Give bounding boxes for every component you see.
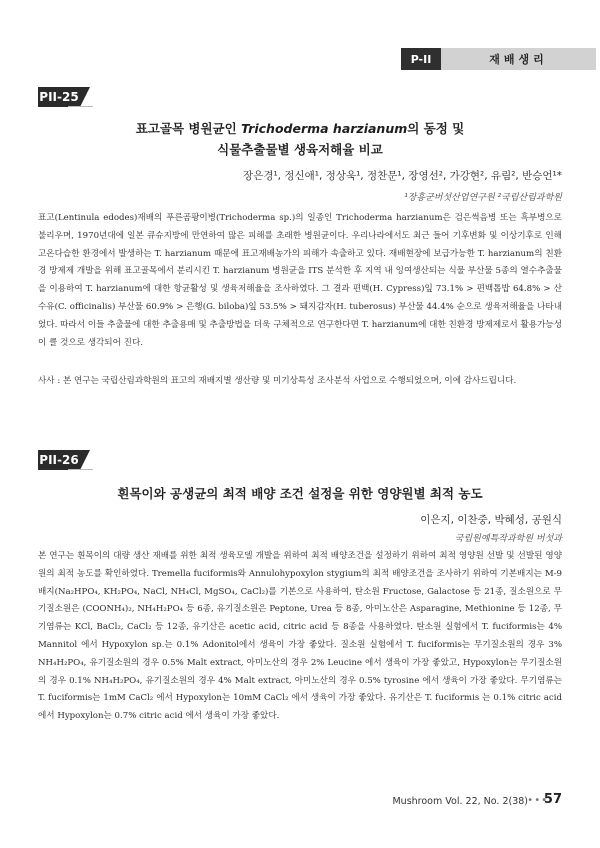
section-header-tab <box>401 48 596 70</box>
abstract-paragraph: 표고(Lentinula edodes)재배의 푸른곰팡이병(Trichoderma sp.)의 일종인 Trichoderma harzianum은 검은썩음병 또는 흑부병으로 불리우며, 1970년대에 일본 큐슈지방에 만연하여 많은 피해를 초래한 병원균이다. 우리나라에서도 최근 들어 기후변화 및 이상기후로 인해 고온다습한 환경에서 발생하는 T. harzianum 때문에 표고재배농가의 피해가 속출하고 있다. 재배현장에 보급가능한 T. harzianum의 친환경 방제제 개발을 위해 표고골목에서 분리시킨 T. harzianum 병원균을 ITS 분석한 후 지역 내 잉여생산되는 식물 부산물 5종의 열수추출물을 이용하여 T. harzianum에 대한 항균활성 및 생육저해율을 조사하였다. 그 결과 편백(H. Cypress)잎 73.1% > 편백톱밥 64.8% > 산수유(C. officinalis) 부산물 60.9% > 은행(G. biloba)잎 53.5% > 돼지감자(H. tuberosus) 부산물 44.4% 순으로 생육저해율을 나타내었다. 따라서 이들 추출물에 대한 추출용매 및 추출방법을 더욱 구체적으로 연구한다면 T. harzianum에 대한 친환경 방제제로서 활용가능성이 클 것으로 생각되어 진다. <box>38 213 562 348</box>
page-number: 57 <box>543 792 562 807</box>
affiliation: 국립원예특작과학원 버섯과 <box>454 534 562 544</box>
article-title: 흰목이와 공생균의 최적 배양 조건 설정을 위한 영양원별 최적 농도 <box>117 486 483 501</box>
title-text: 식물추출물별 생육저해율 비교 <box>217 142 383 157</box>
article-badge-label: PII-26 <box>38 450 80 470</box>
article-badge <box>38 450 98 470</box>
abstract-paragraph: 본 연구는 흰목이의 대량 생산 재배를 위한 최적 생육모델 개발을 위하여 최적 배양조건을 설정하기 위하여 최적 영양원 선발 및 선발된 영양원의 최적 농도를 확인하였다. Tremella fuciformis와 Annulohypoxylon stygium의 최적 배양조건을 조사하기 위하여 기본배지는 M-9배지(Na₂HPO₄, KH₂PO₄, NaCl, NH₄Cl, MgSO₄, CaCl₂)를 기본으로 사용하여, 탄소원 Fructose, Galactose 등 21종, 질소원으로 무기질소원은 (COONH₄)₂, NH₄H₂PO₄ 등 6종, 유기질소원은 Peptone, Urea 등 8종, 아미노산은 Asparagine, Methionine 등 12종, 무기염류는 KCl, BaCl₂, CaCl₂ 등 12종, 유기산은 acetic acid, citric acid 등 8종을 사용하였다. 탄소원 실험에서 T. fuciformis는 4% Mannitol 에서 Hypoxylon sp.는 0.1% Adonitol에서 생육이 가장 좋았다. 질소원 실험에서 T. fuciformis는 무기질소원의 경우 3% NH₄H₂PO₄, 유기질소원의 경우 0.5% Malt extract, 아미노산의 경우 2% Leucine 에서 생육이 가장 좋았고, Hypoxylon는 무기질소원의 경우 0.1% NH₄H₂PO₄, 유기질소원의 경우 4% Malt extract, 아미노산의 경우 0.5% tyrosine 에서 생육이 가장 좋았다. 무기염류는 T. fuciformis는 1mM CaCl₂ 에서 Hypoxylon는 10mM CaCl₂ 에서 생육이 가장 좋았다. 유기산은 T. fuciformis 는 0.1% citric acid 에서 Hypoxylon는 0.7% citric acid 에서 생육이 가장 좋았다. <box>38 551 562 722</box>
affiliation: ¹장흥군버섯산업연구원 ²국립산림과학원 <box>404 193 562 203</box>
section-name: 재배생리 <box>441 48 596 70</box>
article-badge-label: PII-25 <box>38 87 80 107</box>
title-text: 의 동정 및 <box>407 121 465 136</box>
acknowledgement: 사사 : 본 연구는 국립산림과학원의 표고의 재배지별 생산량 및 미기상특성 조사분석 사업으로 수행되었으며, 이에 감사드립니다. <box>38 376 517 386</box>
author-list: 이은지, 이찬중, 박혜성, 공원식 <box>420 514 562 526</box>
author-list: 장은경¹, 정신애¹, 정상욱¹, 정찬문¹, 장영선², 가강현², 유림², 반승언¹* <box>243 170 562 182</box>
footer-dots: ••• <box>527 795 548 806</box>
section-code: P-II <box>401 48 441 70</box>
article-title <box>40 118 560 160</box>
article-badge <box>38 87 98 107</box>
journal-citation: Mushroom Vol. 22, No. 2(38) <box>392 796 528 807</box>
title-species: Trichoderma harzianum <box>241 121 408 136</box>
title-text: 표고골목 병원균인 <box>135 121 242 136</box>
